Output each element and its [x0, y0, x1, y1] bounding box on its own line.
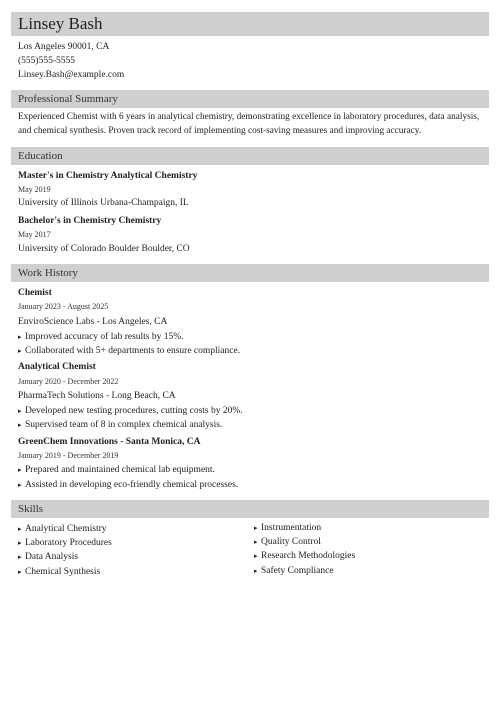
bullet-icon: ▸ [18, 568, 22, 576]
section-header-work-history: Work History [11, 264, 489, 282]
job-bullet [18, 405, 243, 417]
job-title: Chemist [18, 288, 52, 298]
skill-label: Analytical Chemistry [25, 524, 107, 534]
skill-item [18, 537, 112, 549]
skill-item [18, 523, 107, 535]
job-bullet [18, 331, 184, 343]
candidate-name: Linsey Bash [11, 12, 489, 36]
job-dates: January 2019 - December 2019 [18, 451, 119, 460]
skill-item [254, 550, 356, 562]
skill-label: Laboratory Procedures [25, 538, 112, 548]
section-header-skills: Skills [11, 500, 489, 518]
education-date: May 2017 [18, 230, 51, 239]
job-bullet-text: Collaborated with 5+ departments to ensure compliance. [25, 346, 241, 356]
job-dates: January 2020 - December 2022 [18, 377, 119, 386]
skill-label: Research Methodologies [261, 551, 356, 561]
bullet-icon: ▸ [254, 552, 258, 560]
job-bullet-text: Developed new testing procedures, cutting costs by 20%. [25, 406, 243, 416]
skill-item [254, 522, 322, 534]
job-company: PharmaTech Solutions - Long Beach, CA [18, 391, 176, 401]
education-degree: Master's in Chemistry Analytical Chemistry [18, 171, 198, 181]
contact-email: Linsey.Bash@example.com [18, 70, 125, 80]
job-bullet [18, 345, 241, 357]
job-company: EnviroScience Labs - Los Angeles, CA [18, 317, 168, 327]
education-date: May 2019 [18, 185, 51, 194]
bullet-icon: ▸ [18, 421, 22, 429]
job-bullet [18, 419, 223, 431]
bullet-icon: ▸ [18, 333, 22, 341]
skill-label: Quality Control [261, 537, 321, 547]
job-bullet-text: Supervised team of 8 in complex chemical analysis. [25, 420, 223, 430]
section-header-education: Education [11, 147, 489, 165]
job-bullet-text: Assisted in developing eco-friendly chemical processes. [25, 480, 239, 490]
section-header-summary: Professional Summary [11, 90, 489, 108]
bullet-icon: ▸ [18, 407, 22, 415]
skill-item [254, 536, 321, 548]
skill-item [254, 565, 334, 577]
education-degree: Bachelor's in Chemistry Chemistry [18, 216, 162, 226]
bullet-icon: ▸ [18, 553, 22, 561]
bullet-icon: ▸ [18, 347, 22, 355]
skill-item [18, 566, 101, 578]
education-school: University of Illinois Urbana-Champaign, IL [18, 198, 189, 208]
bullet-icon: ▸ [18, 539, 22, 547]
skill-item [18, 551, 79, 563]
bullet-icon: ▸ [18, 466, 22, 474]
education-school: University of Colorado Boulder Boulder, CO [18, 244, 190, 254]
bullet-icon: ▸ [18, 525, 22, 533]
job-title: Analytical Chemist [18, 362, 96, 372]
skill-label: Chemical Synthesis [25, 567, 101, 577]
bullet-icon: ▸ [254, 567, 258, 575]
job-bullet-text: Prepared and maintained chemical lab equipment. [25, 465, 215, 475]
skill-label: Data Analysis [25, 552, 79, 562]
summary-text: Experienced Chemist with 6 years in analytical chemistry, demonstrating excellence in laboratory procedures, data analysis, and chemical synthesis. Proven track record of implementing cost-saving measures and improving accuracy. [18, 112, 480, 136]
job-title: GreenChem Innovations - Santa Monica, CA [18, 437, 201, 447]
skill-label: Instrumentation [261, 523, 322, 533]
job-bullet [18, 464, 215, 476]
skill-label: Safety Compliance [261, 566, 334, 576]
bullet-icon: ▸ [18, 481, 22, 489]
job-bullet [18, 479, 239, 491]
contact-address: Los Angeles 90001, CA [18, 42, 110, 52]
bullet-icon: ▸ [254, 538, 258, 546]
job-bullet-text: Improved accuracy of lab results by 15%. [25, 332, 184, 342]
contact-phone: (555)555-5555 [18, 56, 75, 66]
job-dates: January 2023 - August 2025 [18, 302, 109, 311]
bullet-icon: ▸ [254, 524, 258, 532]
